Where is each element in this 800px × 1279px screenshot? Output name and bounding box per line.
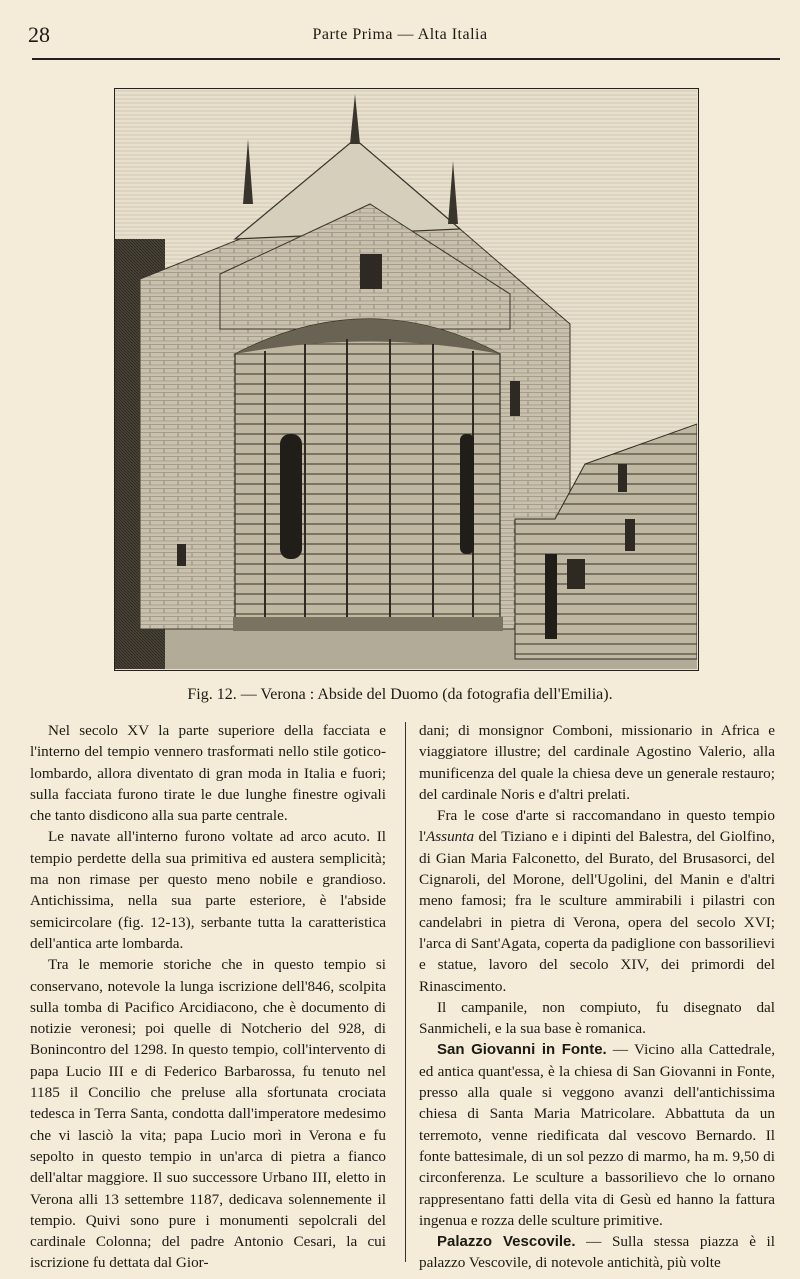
paragraph-campanile: Il campanile, non compiuto, fu disegnato dal Sanmicheli, e la sua base è romanica. [419, 998, 775, 1038]
paragraph-continuation: dani; di monsignor Comboni, missionario in Africa e viaggiatore illustre; del cardinale Agostino Valerio, alla munificenza del quale la chiesa deve un generale restauro; del cardinale Noris e d'altri prelati. [419, 722, 775, 803]
page-number: 28 [28, 22, 50, 47]
left-column [30, 720, 386, 1274]
paragraph-historical-memories: Tra le memorie storiche che in questo tempio si conservano, notevole la lunga iscrizione dell'846, scolpita sulla tomba di Pacifico Arcidiacono, che è documento di notizie veronesi; poi quelle di Notcherio del 928, di Bonincontro del 1298. In questo tempio, coll'intervento di papa Lucio III e di Federico Barbarossa, fu tenuto nel 1185 il Concilio che preluse alla sfortunata crociata tedesca in Terra Santa, condotta dall'imperatore medesimo che vi lasciò la vita; papa Lucio morì in Verona e fu sepolto in questo tempio in un'arca di pietra a fianco dell'altar maggiore. Il suo successore Urbano III, eletto in Verona alli 13 settembre 1187, dedicava solennemente il tempio. Quivi sono pure i monumenti sepolcrali del cardinale Colonna; del padre Antonio Cesari, la cui iscrizione fu dettata dal Gior- [30, 956, 386, 1272]
assunta-title: Assunta [425, 828, 475, 846]
column-divider [405, 722, 406, 1262]
right-column [419, 720, 775, 1274]
san-giovanni-text: — Vicino alla Cattedrale, ed antica quant'essa, è la chiesa di San Giovanni in Fonte, presso alla quale si veggono avanzi dell'antichissima chiesa di Santa Maria Matricolare. Abbattuta da un terremoto, venne riedificata dal vescovo Bernardo. Il fonte battesimale, di un sol pezzo di marmo, ha m. 9,50 di circonferenza. Le sculture a bassorilievo che lo ornano rappresentano fatti della vita di Gesù ed hanno la fattura ingenua e rozza delle sculture primitive. [419, 1041, 775, 1229]
paragraph-naves: Le navate all'interno furono voltate ad arco acuto. Il tempio perdette della sua primitiva ed austera semplicità; ma non rimase per questo meno nobile e grandioso. Antichissima, nella sua parte esteriore, è l'abside semicircolare (fig. 12-13), serbante tutta la caratteristica dell'antica arte lombarda. [30, 828, 386, 952]
palazzo-text: — Sulla stessa piazza è il palazzo Vescovile, di notevole antichità, più volte [419, 1233, 775, 1272]
paragraph-san-giovanni [419, 1039, 775, 1231]
art-works-text-a: Fra le cose d'arte si raccomandano in questo tempio l' [419, 807, 775, 846]
paragraph-art-works [419, 805, 775, 997]
figure-engraving-duomo-apse [114, 88, 699, 671]
section-heading-palazzo: Palazzo Vescovile. [437, 1233, 576, 1251]
paragraph-palazzo [419, 1231, 775, 1274]
section-heading-san-giovanni: San Giovanni in Fonte. [437, 1041, 607, 1059]
duomo-apse-illustration [115, 89, 697, 669]
art-works-text-b: del Tiziano e i dipinti del Balestra, del Giolfino, di Gian Maria Falconetto, del Burato, del Brusasorci, del Cignaroli, del Morone, dell'Ugolini, del Manin e d'altri meno famosi; fra le sculture ammirabili i pilastri con candelabri in pietra di Verona, opera del secolo XVI; l'arca di Sant'Agata, coperta da padiglione con bassorilievi e statue, lavoro del secolo XIV, dei primordi del Rinascimento. [419, 828, 775, 995]
running-title: Parte Prima — Alta Italia [312, 26, 488, 43]
page-header [0, 0, 800, 60]
figure-caption: Fig. 12. — Verona : Abside del Duomo (da fotografia dell'Emilia). [187, 686, 613, 703]
header-rule [32, 58, 780, 60]
paragraph-facade: Nel secolo XV la parte superiore della facciata e l'interno del tempio vennero trasformati nello stile gotico-lombardo, allora diventato di gran moda in Italia e fuori; sulla facciata furono tirate le due lunghe finestre ogivali che tanto disdicono alla sua parte centrale. [30, 722, 386, 825]
